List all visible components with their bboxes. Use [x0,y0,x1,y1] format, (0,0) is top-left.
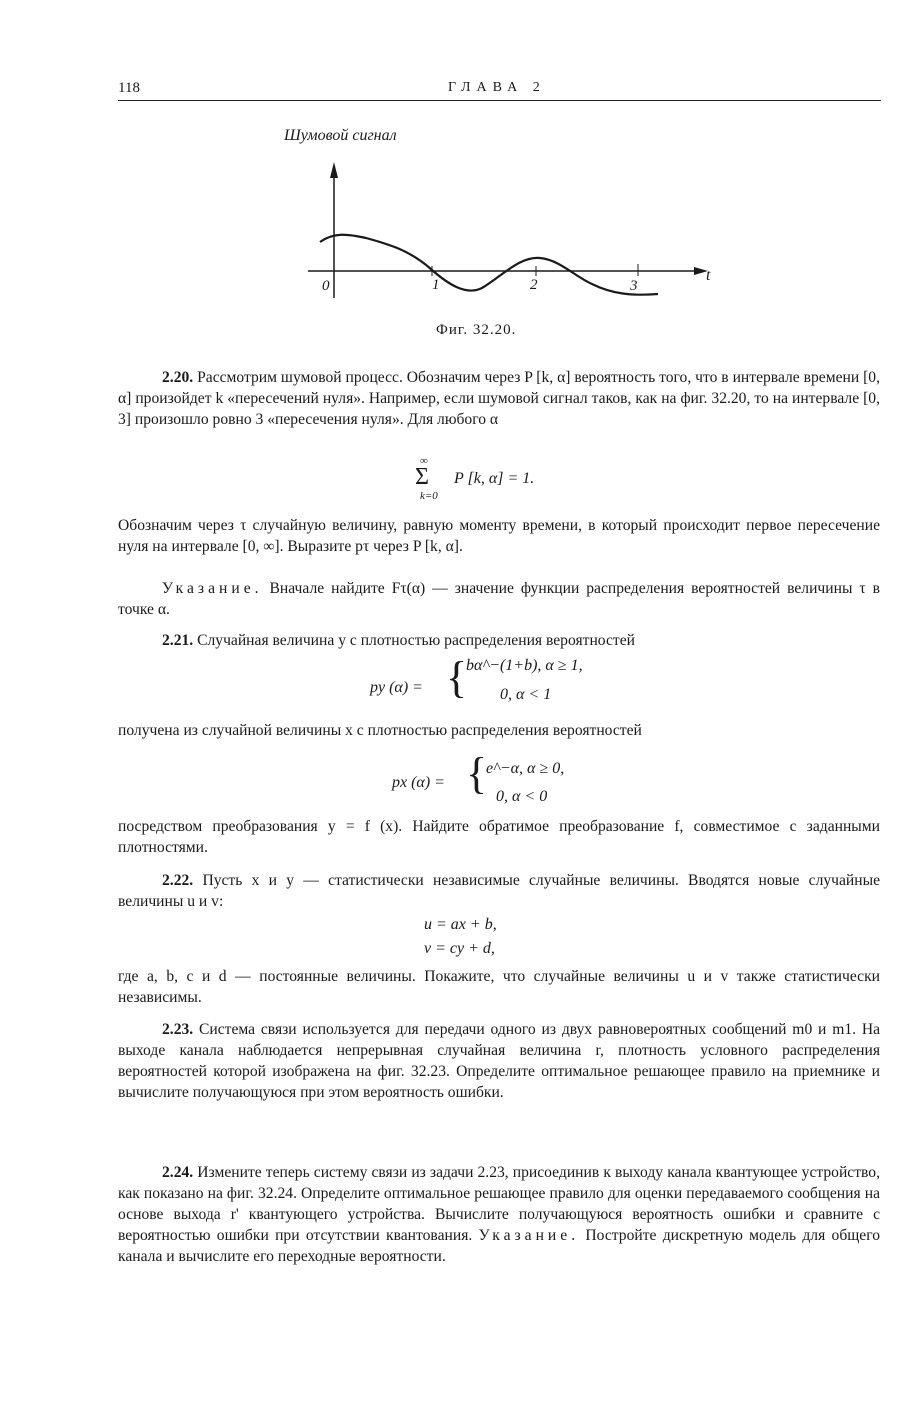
sum-equation: P [k, α] = 1. [454,470,535,487]
problem-2-22-statement [118,870,880,912]
problem-2-20-continued: Обозначим через τ случайную величину, равную моменту времени, в который происходит первое пересечение нуля на интервале [0, ∞]. Выразите pτ через P [k, α]. [118,517,880,555]
problem-text: Рассмотрим шумовой процесс. Обозначим через P [k, α] вероятность того, что в интервале времени [0, α] произойдет k «пересечений нуля». Например, если шумовой сигнал таков, как на фиг. 32.20, то на интервале [0, 3] произошло ровно 3 «пересечения нуля». Для любого α [118,369,880,428]
problem-number: 2.24. [162,1164,194,1181]
chapter-title: ГЛАВА 2 [448,80,546,95]
x-axis-label: t [706,267,711,284]
problem-text: Случайная величина y с плотностью распределения вероятностей [197,632,635,649]
noise-signal-plot [270,120,730,315]
y-axis-arrow [330,162,338,178]
tick-label-0: 0 [322,278,330,294]
sum-upper-limit: ∞ [420,455,428,467]
u-equation: u = ax + b, [424,916,497,933]
hint-word: Указание. [162,580,263,597]
problem-number: 2.22. [162,872,194,889]
problem-2-20-statement [118,367,880,430]
figure-caption: Фиг. 32.20. [436,322,517,338]
px-lhs: px (α) = [392,774,445,791]
py-case-1: bα^−(1+b), α ≥ 1, [466,657,583,674]
problem-text: Система связи используется для передачи одного из двух равновероятных сообщений m0 и m1. На выходе канала наблюдается непрерывная случайная величина r, плотность условного распределения вероятностей которой изображена на фиг. 32.23. Определите оптимальное решающее правило на приемнике и вычислите получающуюся при этом вероятность ошибки. [118,1021,880,1101]
problem-number: 2.23. [162,1021,194,1038]
problem-2-21-tail: посредством преобразования y = f (x). Найдите обратимое преобразование f, совместимое с заданными плотностями. [118,818,880,856]
py-brace: { [446,653,468,702]
problem-2-24-statement [118,1162,880,1267]
page-number: 118 [118,80,140,96]
noise-signal-figure [270,120,730,315]
problem-2-23-statement [118,1019,880,1103]
tick-label-1: 1 [432,277,440,293]
px-case-1: e^−α, α ≥ 0, [486,760,565,777]
hint-word: Указание. [478,1227,580,1244]
sum-sign: Σ [415,464,429,490]
problem-number: 2.21. [162,632,194,649]
figure-ylabel: Шумовой сигнал [284,127,397,144]
problem-text: Измените теперь систему связи из задачи 2.23, присоединив к выходу канала квантующее устройство, как показано на фиг. 32.24. Определите оптимальное решающее правило для оценки передаваемого сообщения на основе выхода r' квантующего устройства. Вычислите получающуюся вероятность ошибки и сравните с вероятностью ошибки при отсутствии квантования. [118,1164,880,1244]
v-equation: v = cy + d, [424,940,495,957]
problem-number: 2.20. [162,369,194,386]
px-brace: { [466,749,488,798]
problem-2-22-continued: где a, b, c и d — постоянные величины. Покажите, что случайные величины u и v также статистически независимы. [118,968,880,1006]
hint-text: Вначале найдите Fτ(α) — значение функции распределения вероятностей величины τ в точке α. [118,580,880,618]
problem-2-21-continued: получена из случайной величины x с плотностью распределения вероятностей [118,722,642,739]
py-case-2: 0, α < 1 [500,686,552,703]
py-lhs: py (α) = [370,679,423,696]
sum-lower-limit: k=0 [420,490,438,502]
noise-signal-curve [320,235,658,295]
problem-text: Пусть x и y — статистически независимые случайные величины. Вводятся новые случайные величины u и v: [118,872,880,910]
problem-2-20-hint [118,578,880,620]
tick-label-2: 2 [530,277,538,293]
px-case-2: 0, α < 0 [496,788,548,805]
hint-text: Постройте дискретную модель для общего канала и вычислите его переходные вероятности. [118,1227,881,1265]
header-rule [118,100,881,101]
problem-2-21-statement [118,630,880,651]
tick-label-3: 3 [630,278,638,294]
